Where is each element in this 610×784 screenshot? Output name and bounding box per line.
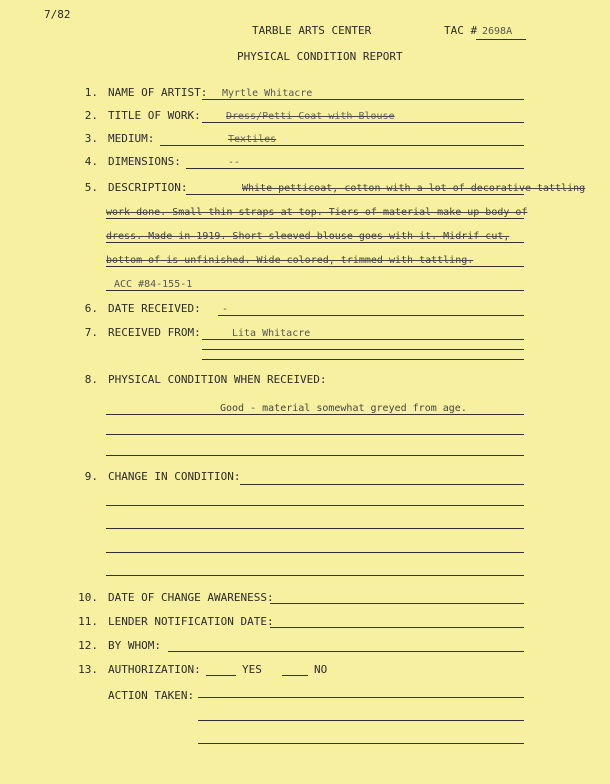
change-awareness-line bbox=[270, 603, 524, 604]
artist-value[interactable]: Myrtle Whitacre bbox=[222, 88, 313, 99]
item-number: 9. bbox=[84, 470, 98, 483]
item-number: 12. bbox=[78, 639, 98, 652]
authorization-label: AUTHORIZATION: bbox=[108, 663, 201, 676]
yes-checkbox-line[interactable] bbox=[206, 675, 236, 676]
action-line-2 bbox=[198, 720, 524, 721]
by-whom-line bbox=[168, 651, 524, 652]
by-whom-label: BY WHOM: bbox=[108, 639, 161, 652]
description-line-1[interactable]: White petticoat, cotton with a lot of decorative tattling bbox=[242, 183, 586, 194]
description-rule-3 bbox=[106, 242, 524, 243]
dimensions-line bbox=[186, 168, 524, 169]
yes-label: YES bbox=[242, 663, 262, 676]
artist-line bbox=[202, 99, 524, 100]
change-line-1 bbox=[240, 484, 524, 485]
action-taken-label: ACTION TAKEN: bbox=[108, 689, 195, 702]
item-number: 6. bbox=[84, 302, 98, 315]
tac-underline bbox=[476, 39, 526, 40]
item-number: 1. bbox=[84, 86, 98, 99]
item-number: 2. bbox=[84, 109, 98, 122]
date-received-value[interactable]: - bbox=[222, 304, 229, 315]
dimensions-label: DIMENSIONS: bbox=[108, 155, 181, 168]
action-line-1 bbox=[198, 697, 524, 698]
title-line bbox=[202, 122, 524, 123]
action-line-3 bbox=[198, 743, 524, 744]
tac-label: TAC # bbox=[444, 24, 478, 37]
item-number: 7. bbox=[84, 326, 98, 339]
tac-number: 2698A bbox=[482, 26, 513, 37]
lender-notification-line bbox=[270, 627, 524, 628]
description-rule-2 bbox=[106, 218, 524, 219]
condition-received-label: PHYSICAL CONDITION WHEN RECEIVED: bbox=[108, 373, 327, 386]
item-number: 11. bbox=[78, 615, 98, 628]
page-title: PHYSICAL CONDITION REPORT bbox=[237, 50, 403, 63]
item-number: 4. bbox=[84, 155, 98, 168]
received-from-line-1 bbox=[202, 339, 524, 340]
date-received-label: DATE RECEIVED: bbox=[108, 302, 201, 315]
received-from-line-3 bbox=[202, 359, 524, 360]
description-line-4[interactable]: bottom of is unfinished. Wide colored, trimmed with tattling. bbox=[106, 255, 474, 266]
condition-line-3 bbox=[106, 455, 524, 456]
form-date: 7/82 bbox=[44, 8, 71, 21]
medium-value[interactable]: Textiles bbox=[228, 134, 277, 145]
description-rule-4 bbox=[106, 266, 524, 267]
description-line-2[interactable]: work done. Small thin straps at top. Tiers of material make up body of bbox=[106, 207, 528, 218]
description-rule-1 bbox=[186, 194, 524, 195]
no-label: NO bbox=[314, 663, 328, 676]
item-number: 10. bbox=[78, 591, 98, 604]
artist-label: NAME OF ARTIST: bbox=[108, 86, 208, 99]
condition-line-2 bbox=[106, 434, 524, 435]
change-line-4 bbox=[106, 552, 524, 553]
no-checkbox-line[interactable] bbox=[282, 675, 308, 676]
change-line-3 bbox=[106, 528, 524, 529]
lender-notification-label: LENDER NOTIFICATION DATE: bbox=[108, 615, 274, 628]
dimensions-value[interactable]: -- bbox=[228, 157, 241, 168]
change-awareness-label: DATE OF CHANGE AWARENESS: bbox=[108, 591, 274, 604]
medium-line bbox=[160, 145, 524, 146]
condition-line-1 bbox=[106, 414, 524, 415]
received-from-line-2 bbox=[202, 349, 524, 350]
date-received-line bbox=[218, 315, 524, 316]
item-number: 3. bbox=[84, 132, 98, 145]
title-value[interactable]: Dress/Petti Coat with Blouse bbox=[226, 111, 395, 122]
description-line-3[interactable]: dress. Made in 1919. Short sleeved blouse goes with it. Midrif cut, bbox=[106, 231, 510, 242]
received-from-value[interactable]: Lita Whitacre bbox=[232, 328, 311, 339]
description-rule-5 bbox=[106, 290, 524, 291]
change-line-5 bbox=[106, 575, 524, 576]
item-number: 5. bbox=[84, 181, 98, 194]
medium-label: MEDIUM: bbox=[108, 132, 155, 145]
item-number: 8. bbox=[84, 373, 98, 386]
description-label: DESCRIPTION: bbox=[108, 181, 188, 194]
item-number: 13. bbox=[78, 663, 98, 676]
accession-number[interactable]: ACC #84-155-1 bbox=[114, 279, 193, 290]
received-from-label: RECEIVED FROM: bbox=[108, 326, 201, 339]
change-line-2 bbox=[106, 505, 524, 506]
condition-received-value[interactable]: Good - material somewhat greyed from age. bbox=[220, 403, 467, 414]
change-condition-label: CHANGE IN CONDITION: bbox=[108, 470, 241, 483]
title-label: TITLE OF WORK: bbox=[108, 109, 201, 122]
center-name: TARBLE ARTS CENTER bbox=[252, 24, 372, 37]
